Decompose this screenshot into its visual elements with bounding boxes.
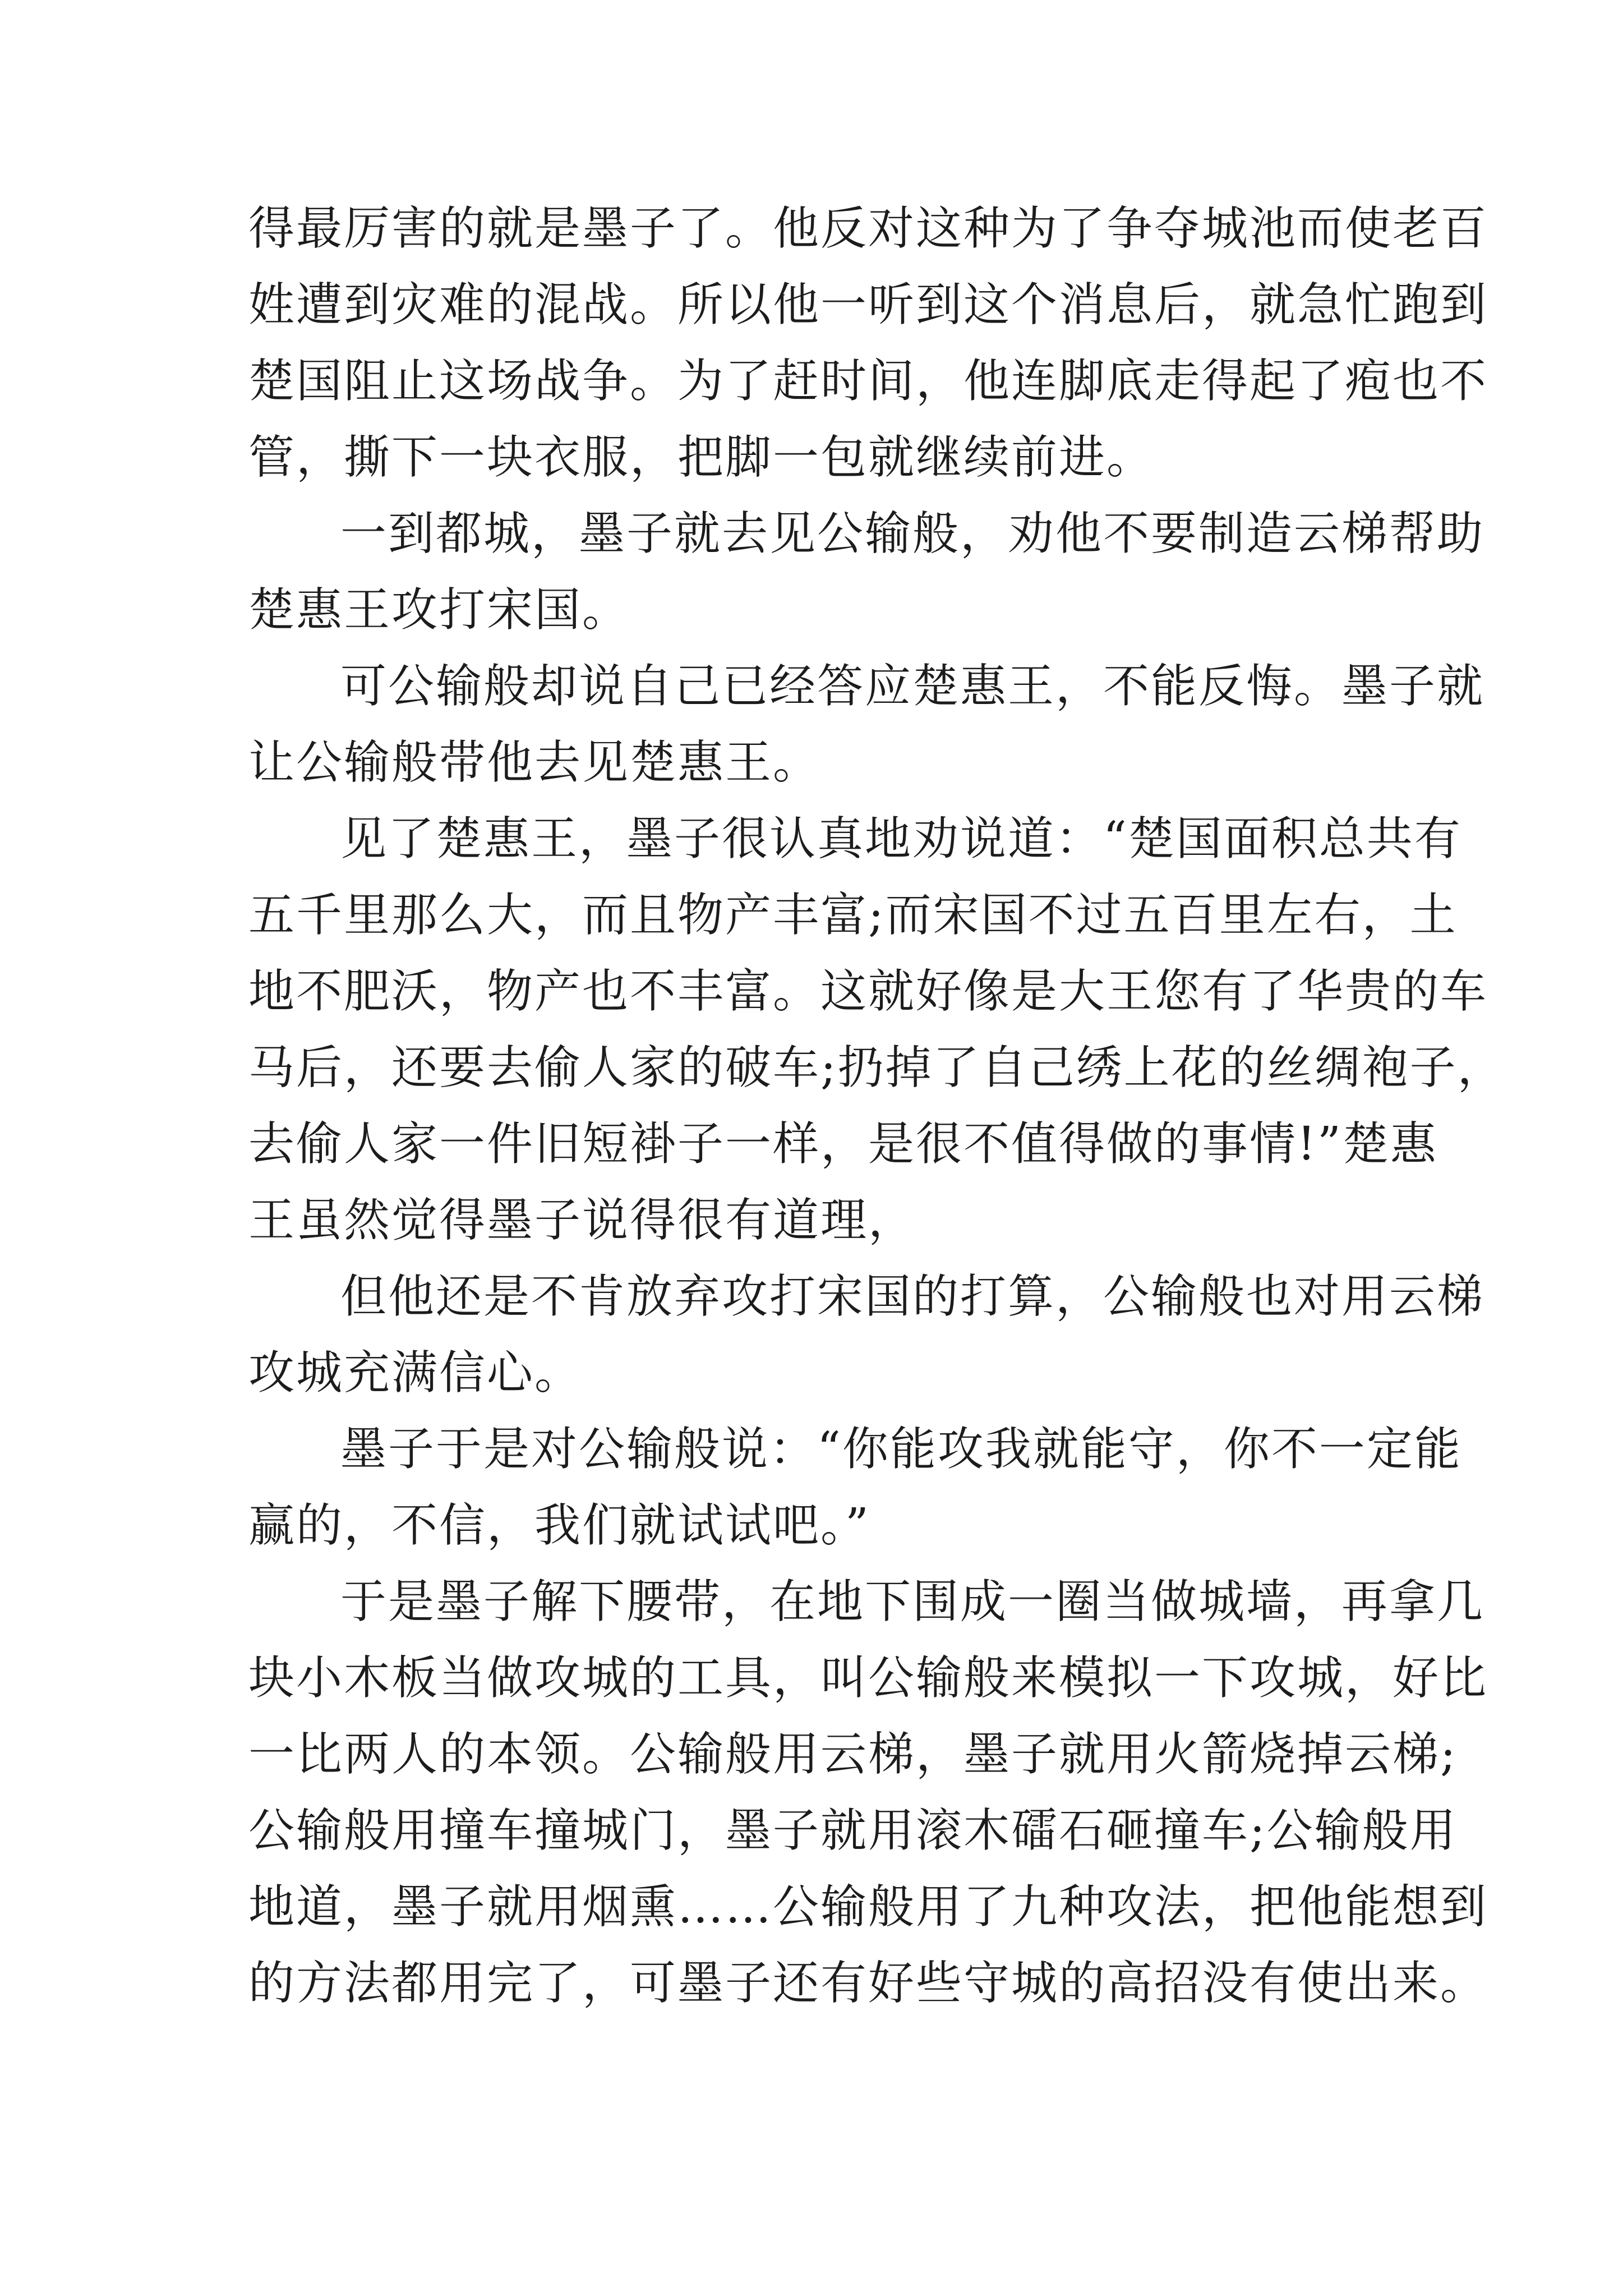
text-line: 地道，墨子就用烟熏……公输般用了九种攻法，把他能想到 <box>248 1880 1488 1934</box>
text-line: 的方法都用完了，可墨子还有好些守城的高招没有使出来。 <box>248 1957 1488 2010</box>
text-line: 去偷人家一件旧短褂子一样，是很不值得做的事情!”楚惠 <box>248 1117 1438 1171</box>
text-line: 楚惠王攻打宋国。 <box>248 583 630 637</box>
text-line: 一比两人的本领。公输般用云梯，墨子就用火箭烧掉云梯; <box>248 1728 1458 1781</box>
text-line: 公输般用撞车撞城门，墨子就用滚木礌石砸撞车;公输般用 <box>248 1804 1458 1857</box>
text-line: 地不肥沃，物产也不丰富。这就好像是大王您有了华贵的车 <box>248 965 1488 1018</box>
text-line: 五千里那么大，而且物产丰富;而宋国不过五百里左右，土 <box>248 889 1458 942</box>
text-line: 赢的，不信，我们就试试吧。” <box>248 1499 870 1552</box>
text-line: 块小木板当做攻城的工具，叫公输般来模拟一下攻城，好比 <box>248 1651 1488 1705</box>
text-line: 让公输般带他去见楚惠王。 <box>248 736 821 789</box>
text-line: 管，撕下一块衣服，把脚一包就继续前进。 <box>248 431 1155 484</box>
text-line: 见了楚惠王，墨子很认真地劝说道：“楚国面积总共有 <box>340 812 1462 866</box>
text-line: 姓遭到灾难的混战。所以他一听到这个消息后，就急忙跑到 <box>248 278 1488 332</box>
text-line: 一到都城，墨子就去见公输般，劝他不要制造云梯帮助 <box>340 507 1485 560</box>
text-line: 攻城充满信心。 <box>248 1346 583 1400</box>
body-text <box>248 191 1505 2022</box>
text-line: 墨子于是对公输般说：“你能攻我就能守，你不一定能 <box>340 1423 1462 1476</box>
text-line: 于是墨子解下腰带，在地下围成一圈当做城墙，再拿几 <box>340 1575 1485 1628</box>
text-line: 王虽然觉得墨子说得很有道理， <box>248 1194 916 1247</box>
text-line: 但他还是不肯放弃攻打宋国的打算，公输般也对用云梯 <box>340 1270 1485 1323</box>
text-line: 马后，还要去偷人家的破车;扔掉了自己绣上花的丝绸袍子， <box>248 1041 1505 1094</box>
text-line: 可公输般却说自己已经答应楚惠王，不能反悔。墨子就 <box>340 660 1485 713</box>
text-line: 楚国阻止这场战争。为了赶时间，他连脚底走得起了疱也不 <box>248 355 1488 408</box>
text-line: 得最厉害的就是墨子了。他反对这种为了争夺城池而使老百 <box>248 202 1488 255</box>
